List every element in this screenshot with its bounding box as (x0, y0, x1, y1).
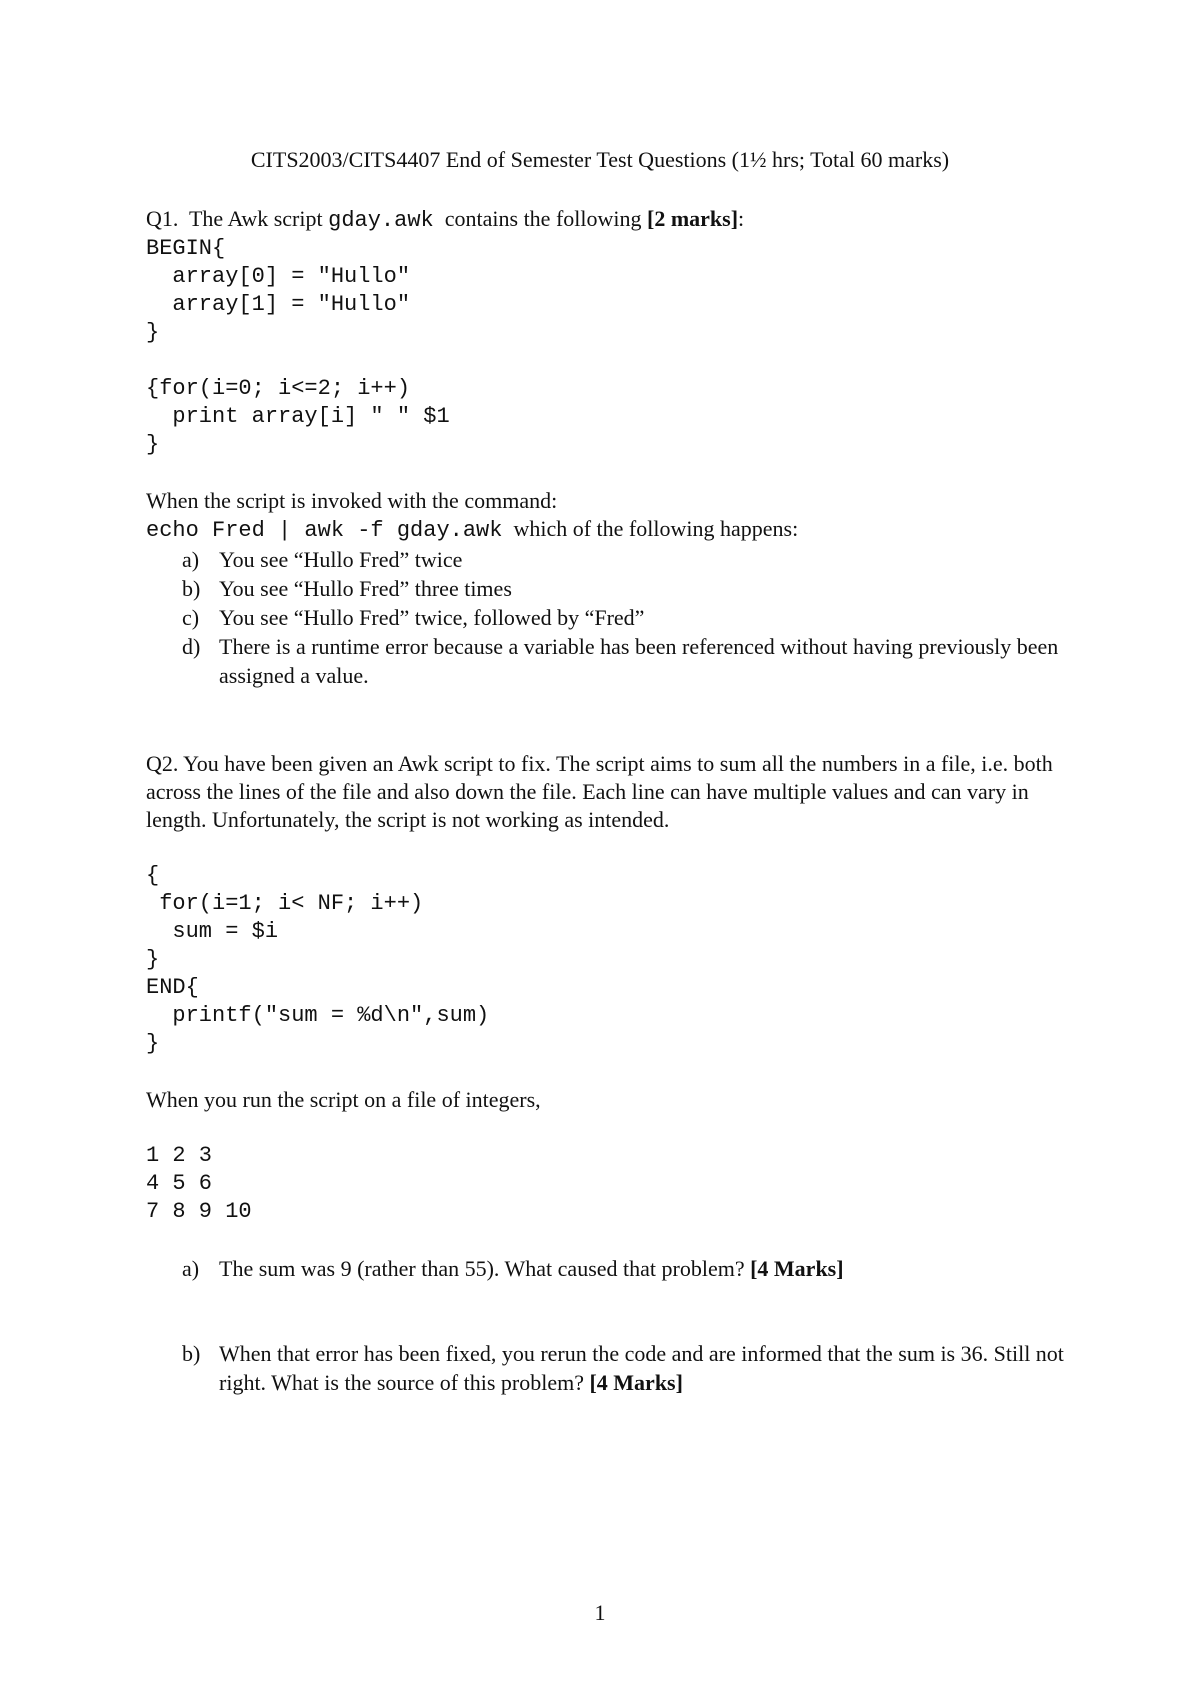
option-b (182, 574, 1066, 603)
option-label: a) (182, 547, 200, 572)
option-text: You see “Hullo Fred” twice (219, 547, 463, 572)
page-title: CITS2003/CITS4407 End of Semester Test Questions (1½ hrs; Total 60 marks) (250, 147, 950, 172)
data-line: 1 2 3 (146, 1143, 213, 1168)
option-label: c) (182, 605, 200, 630)
option-d (182, 632, 1066, 690)
q1-intro-prefix: Q1. The Awk script (146, 206, 329, 231)
code-line: } (146, 320, 160, 345)
part-label: a) (182, 1256, 200, 1281)
code-line: for(i=1; i< NF; i++) (146, 891, 424, 916)
q1-code-block (146, 235, 1066, 459)
page-number: 1 (594, 1600, 606, 1625)
q1-intro (146, 205, 1066, 235)
option-c (182, 603, 1066, 632)
q1-command-line (146, 515, 1066, 545)
q1-intro-suffix: : (738, 206, 745, 231)
part-question: The sum was 9 (rather than 55). What caused that problem? (219, 1256, 751, 1281)
code-line: sum = $i (146, 919, 279, 944)
code-line: array[0] = "Hullo" (146, 264, 411, 289)
option-label: d) (182, 634, 201, 659)
data-line: 7 8 9 10 (146, 1199, 252, 1224)
q2-part-a (182, 1254, 1066, 1283)
q1-invoke-text: When the script is invoked with the command: (146, 488, 558, 513)
part-text (219, 1254, 1066, 1283)
option-text: You see “Hullo Fred” twice, followed by “Fred” (219, 605, 645, 630)
code-line: { (146, 863, 160, 888)
code-line: BEGIN{ (146, 236, 226, 261)
code-line: array[1] = "Hullo" (146, 292, 411, 317)
q2-part-b (182, 1339, 1066, 1397)
code-line: } (146, 1031, 160, 1056)
part-marks: [4 Marks] (750, 1256, 844, 1281)
q1-options (146, 545, 1066, 690)
questions-body (146, 205, 1066, 1397)
data-line: 4 5 6 (146, 1171, 213, 1196)
q2-intro: Q2. You have been given an Awk script to fix. The script aims to sum all the numbers in a file, i.e. both across the lines of the file and also down the file. Each line can have multiple values and can vary in length. Unfortunately, the script is not working as intended. (146, 751, 1053, 832)
q1-marks: [2 marks] (647, 206, 739, 231)
q1-command: echo Fred | awk -f gday.awk (146, 518, 503, 543)
code-line: printf("sum = %d\n",sum) (146, 1003, 490, 1028)
code-line (146, 347, 1066, 375)
code-line: END{ (146, 975, 199, 1000)
code-line: {for(i=0; i<=2; i++) (146, 376, 411, 401)
option-a (182, 545, 1066, 574)
code-line: } (146, 432, 160, 457)
code-line: } (146, 947, 160, 972)
q2-code-block (146, 862, 1066, 1058)
q1-command-suffix: which of the following happens: (502, 516, 799, 541)
part-label: b) (182, 1341, 201, 1366)
part-question: When that error has been fixed, you rerun the code and are informed that the sum is 36. Still not right. What is the source of this problem? (219, 1341, 1064, 1395)
option-text: You see “Hullo Fred” three times (219, 576, 512, 601)
option-label: b) (182, 576, 201, 601)
q1-script-name: gday.awk (328, 208, 434, 233)
q1-intro-middle: contains the following (433, 206, 647, 231)
q2-data-block (146, 1142, 1066, 1226)
code-line: print array[i] " " $1 (146, 404, 450, 429)
part-text (219, 1339, 1066, 1397)
part-marks: [4 Marks] (589, 1370, 683, 1395)
option-text: There is a runtime error because a variable has been referenced without having previously been assigned a value. (219, 634, 1059, 688)
q2-run-text: When you run the script on a file of integers, (146, 1087, 541, 1112)
